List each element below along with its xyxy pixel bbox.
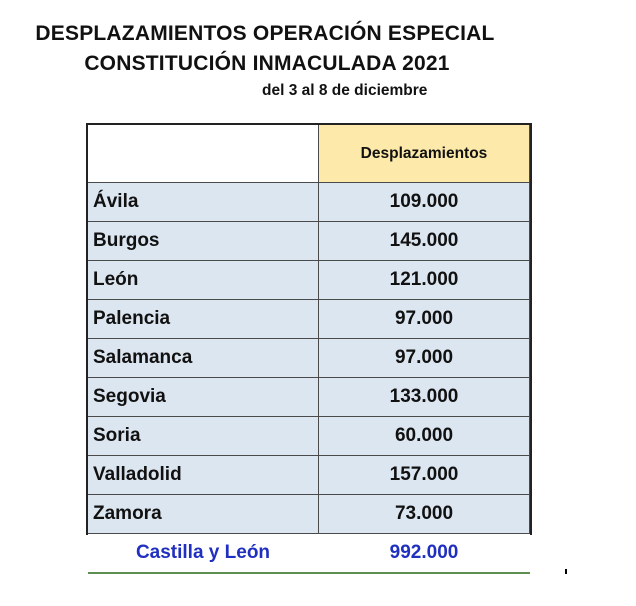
table-header-row [88, 125, 530, 183]
province-cell: Soria [88, 417, 319, 456]
province-cell: Burgos [88, 222, 319, 261]
title-line-2: CONSTITUCIÓN INMACULADA 2021 [84, 52, 450, 75]
value-cell: 97.000 [319, 339, 530, 378]
province-cell: Zamora [88, 495, 319, 534]
province-cell: Segovia [88, 378, 319, 417]
value-cell: 145.000 [319, 222, 530, 261]
table-row [88, 183, 530, 222]
table-row [88, 222, 530, 261]
column-header-desplazamientos: Desplazamientos [319, 125, 530, 183]
province-cell: León [88, 261, 319, 300]
province-cell: Valladolid [88, 456, 319, 495]
total-label-cell: Castilla y León [88, 534, 319, 574]
value-cell: 60.000 [319, 417, 530, 456]
displacements-table [87, 124, 530, 574]
table-row [88, 417, 530, 456]
table-row [88, 261, 530, 300]
total-row [88, 534, 530, 574]
province-cell: Ávila [88, 183, 319, 222]
value-cell: 133.000 [319, 378, 530, 417]
province-cell: Salamanca [88, 339, 319, 378]
value-cell: 121.000 [319, 261, 530, 300]
province-cell: Palencia [88, 300, 319, 339]
table-row [88, 378, 530, 417]
table-row [88, 495, 530, 534]
title-line-1: DESPLAZAMIENTOS OPERACIÓN ESPECIAL [35, 22, 495, 45]
table-row [88, 339, 530, 378]
header-empty-cell [88, 125, 319, 183]
table-row [88, 300, 530, 339]
value-cell: 109.000 [319, 183, 530, 222]
total-value-cell: 992.000 [319, 534, 530, 574]
value-cell: 73.000 [319, 495, 530, 534]
value-cell: 157.000 [319, 456, 530, 495]
stray-mark [565, 569, 567, 574]
table-row [88, 456, 530, 495]
value-cell: 97.000 [319, 300, 530, 339]
date-range-subtitle: del 3 al 8 de diciembre [262, 82, 428, 99]
